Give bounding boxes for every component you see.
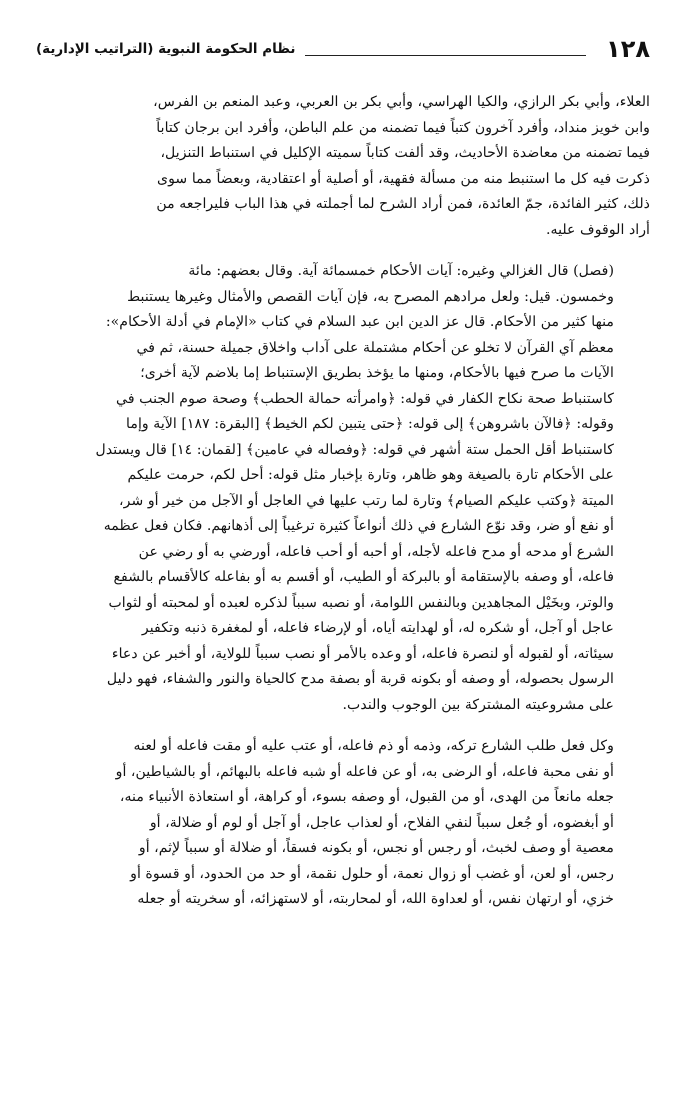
book-page xyxy=(36,30,650,1080)
text-line: خزي، أو ارتهان نفس، أو لعداوة الله، أو لمحاربته، أو لاستهزائه، أو سخريته أو جعله xyxy=(137,891,614,907)
text-line: أو نفع أو ضر، وقد نوّع الشارع في ذلك أنواعاً كثيرة ترغيباً إلى أذهانهم. فكان فعل عظمه xyxy=(103,518,614,534)
text-line: ذكرت فيه كل ما استنبط منه من مسألة فقهية، أو أصلية أو اعتقادية، وبعضاً مما سوى xyxy=(156,170,650,187)
text-line: معصية أو وصف لخبث، أو رجس أو نجس، أو بكونه فسقاً، أو ضلالة أو سبباً لإثم، أو xyxy=(138,840,614,856)
text-line: ذلك، كثير الفائدة، جمّ العائدة، فمن أراد الشرح لما أجملته في هذا الباب فليراجعه من xyxy=(156,196,650,212)
paragraph-2 xyxy=(36,259,650,718)
page-number: ١٢٨ xyxy=(606,35,650,63)
text-line: وخمسون. قيل: ولعل مرادهم المصرح به، فإن آيات القصص والأمثال وغيرها يستنبط xyxy=(127,288,614,305)
text-line: كاستنباط صحة نكاح الكفار في قوله: ﴿وامرأته حمالة الحطب﴾ وصحة صوم الجنب في xyxy=(116,390,614,407)
text-line: الرسول بحصوله، أو وصفه أو بكونه قربة أو بصفة مدح كالحياة والنور والشفاء، فهو دليل xyxy=(106,671,614,687)
text-line: فيما تضمنه من معاضدة الأحاديث، وقد ألفت كتاباً سميته الإكليل في استنباط التنزيل، xyxy=(160,145,650,161)
text-line: (فصل) قال الغزالي وغيره: آيات الأحكام خمسمائة آية. وقال بعضهم: مائة xyxy=(188,263,614,279)
text-line: والوتر، وبخَيْل المجاهدين وبالنفس اللوامة، أو نصبه سبباً لذكره لعبده أو لمحبته أو لثواب xyxy=(108,594,614,611)
text-line: وكل فعل طلب الشارع تركه، وذمه أو ذم فاعله، أو عتب عليه أو مقت فاعله أو لعنه xyxy=(133,738,614,754)
running-title: نظام الحكومة النبوية (التراتيب الإدارية) xyxy=(36,41,296,57)
text-line: على الأحكام تارة بالصيغة وهو ظاهر، وتارة بإخبار مثل قوله: أحل لكم، حرمت عليكم xyxy=(127,467,614,483)
paragraph-3 xyxy=(36,734,650,913)
text-line: منها كثير من الأحكام. قال عز الدين ابن عبد السلام في كتاب «الإمام في أدلة الأحكام»: xyxy=(105,314,614,330)
text-line: وابن خويز منداد، وأفرد آخرون كتباً فيما تضمنه من علم الباطن، وأفرد ابن برجان كتاباً xyxy=(156,119,650,136)
text-line: أو أبغضوه، أو جُعل سبباً لنفي الفلاح، أو لعذاب عاجل، أو آجل أو لوم أو ضلالة، أو xyxy=(149,814,614,831)
text-line: كاستنباط أقل الحمل ستة أشهر في قوله: ﴿وفصاله في عامين﴾ [لقمان: ١٤] قال ويستدل xyxy=(95,441,614,458)
text-line: سيئاته، أو لقبوله أو لنصرة فاعله، أو وعده بالأمر أو نصب سبباً للولاية، أو أخبر عن دعاء xyxy=(111,645,614,662)
text-line: عاجل أو آجل، أو شكره له، أو لهدايته أياه، أو لإرضاء فاعله، أو لمغفرة ذنبه وتكفير xyxy=(141,620,614,636)
text-line: جعله مانعاً من الهدى، أو من القبول، أو وصفه بسوء، أو كراهة، أو استعاذة الأنبياء منه، xyxy=(119,789,614,805)
text-line: الآيات ما صرح فيها بالأحكام، ومنها ما يؤخذ بطريق الإستنباط إما بلاضم لآية أخرى؛ xyxy=(140,365,614,381)
paragraph-1 xyxy=(36,90,650,243)
text-line: الميتة ﴿وكتب عليكم الصيام﴾ وتارة لما رتب عليها في العاجل أو الآجل من خير أو شر، xyxy=(119,492,614,509)
text-line: أو نفى محبة فاعله، أو الرضى به، أو عن فاعله أو شبه فاعله بالبهائم، أو بالشياطين، أو xyxy=(115,763,614,780)
running-header xyxy=(36,30,650,68)
header-rule xyxy=(305,55,586,56)
text-line: وقوله: ﴿فالآن باشروهن﴾ إلى قوله: ﴿حتى يتبين لكم الخيط﴾ [البقرة: ١٨٧] الآية وإما xyxy=(126,416,614,432)
text-line: الشرع أو مدحه أو مدح فاعله لأجله، أو أحبه أو أحب فاعله، أورضي به أو رضي عن xyxy=(138,543,614,560)
text-line: العلاء، وأبي بكر الرازي، والكيا الهراسي، وأبي بكر بن العربي، وعبد المنعم بن الفرس، xyxy=(153,94,650,110)
text-line: أراد الوقوف عليه. xyxy=(545,221,650,238)
text-line: رجس، أو لعن، أو غضب أو زوال نعمة، أو حلول نقمة، أو حد من الحدود، أو قسوة أو xyxy=(130,865,614,882)
text-line: فاعله، أو وصفه بالإستقامة أو بالبركة أو الطيب، أو أقسم به أو بفاعله كالأقسام بالشفع xyxy=(113,569,614,585)
text-line: على مشروعيته المشتركة بين الوجوب والندب. xyxy=(342,696,614,713)
text-line: معظم آي القرآن لا تخلو عن أحكام مشتملة على آداب واخلاق جميلة حسنة، ثم في xyxy=(136,339,614,356)
